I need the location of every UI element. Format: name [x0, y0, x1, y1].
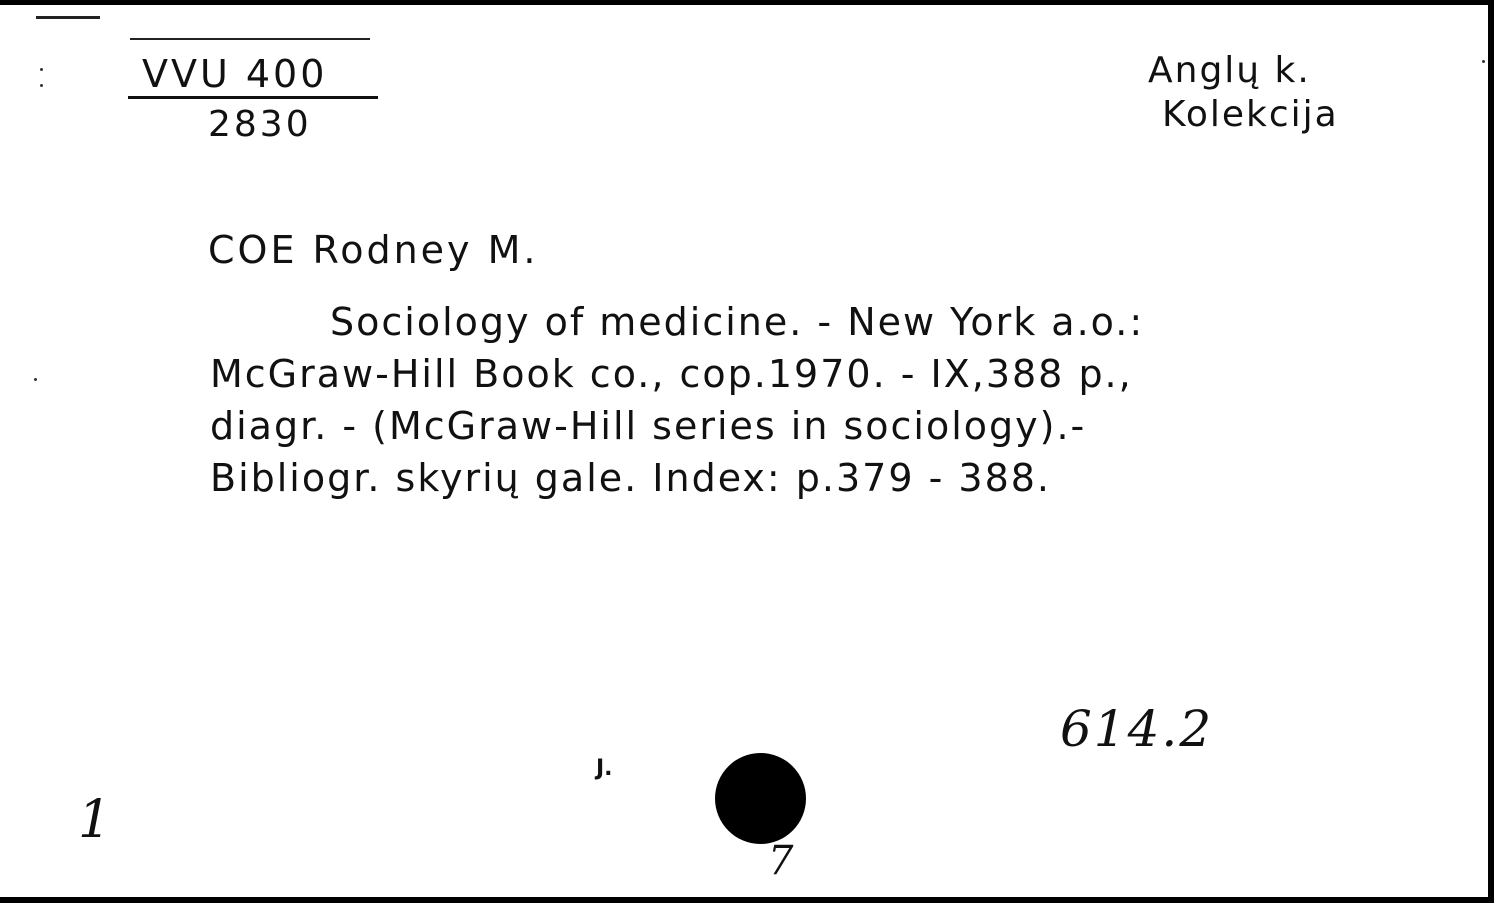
- handwritten-corner-number: 1: [78, 790, 112, 850]
- call-number-bottom: 2830: [208, 104, 312, 145]
- handwritten-bottom-number: 7: [768, 838, 794, 884]
- margin-dot: [34, 378, 37, 381]
- call-number-top: VVU 400: [142, 52, 328, 96]
- author-heading: COE Rodney M.: [208, 228, 539, 272]
- margin-dot: [40, 84, 43, 87]
- margin-dot: [1482, 60, 1485, 63]
- collection-label: Kolekcija: [1162, 94, 1339, 135]
- description-line: Sociology of medicine. - New York a.o.:: [330, 300, 1145, 344]
- call-number-divider: [128, 96, 378, 99]
- bibliographic-description: [210, 296, 1440, 504]
- top-smudge-mark: [36, 16, 100, 19]
- margin-dot: [40, 68, 43, 71]
- description-line: diagr. - (McGraw-Hill series in sociology).-: [210, 404, 1087, 448]
- language-label: Anglų k.: [1148, 50, 1311, 91]
- description-line: McGraw-Hill Book co., cop.1970. - IX,388 p.,: [210, 352, 1133, 396]
- card-top-edge: [0, 0, 1494, 5]
- description-line: Bibliogr. skyrių gale. Index: p.379 - 388.: [210, 456, 1052, 500]
- handwritten-classification: 614.2: [1060, 700, 1214, 758]
- punch-hole: [715, 753, 806, 844]
- header-strip-mark: [130, 38, 370, 40]
- small-mark: J.: [596, 756, 613, 781]
